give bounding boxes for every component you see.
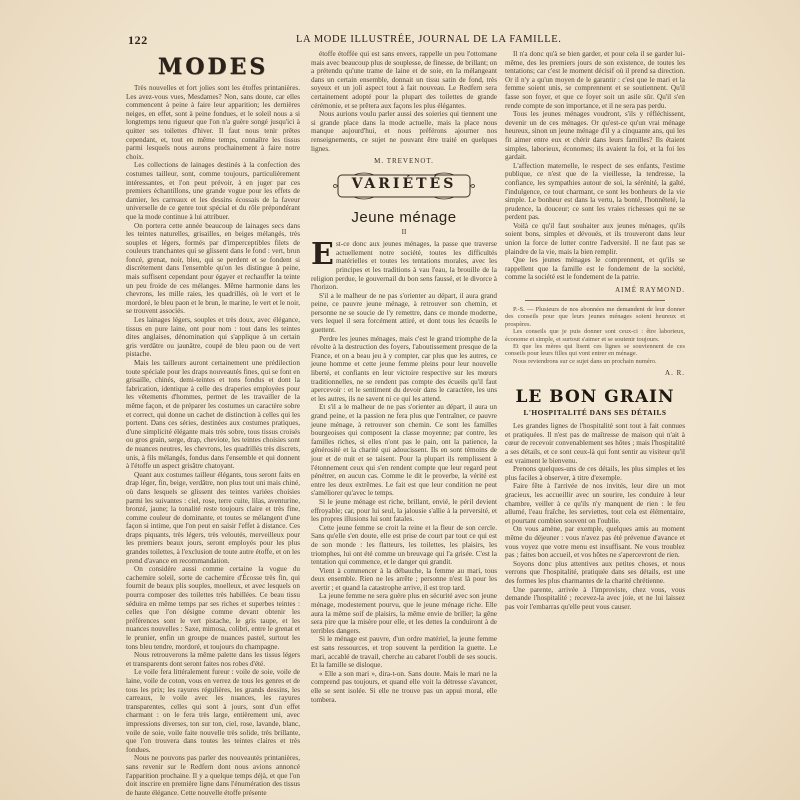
paragraph: Tous les jeunes ménages voudront, s'ils y réfléchissent, devenir un de ces ménages. Or qu'est-ce qu'un vrai ménage heureux, sinon un jeune ménage d'il y a cinquante ans, qui les fit aimer entre eux et chérir dans leurs familles? Ils étaient simples, laborieux, économes; ils avaient la foi, et la foi les gardait.: [505, 110, 685, 162]
paragraph: Très nouvelles et fort jolies sont les étoffes printanières. Les avez-vous vues, Mesdames? Non, sans doute, car elles commencent à peine à faire leur apparition; les dernières neiges, en effet, sont à peine fondues, et le soleil nous a si longtemps tenu rigueur que l'on n'a guère songé jusqu'ici à quitter ses toilettes d'hiver. Il faut nous tenir prêtes cependant, et, tout en même temps, connaître les tissus parmi lesquels nous aurons prochainement à faire notre choix.: [126, 84, 300, 161]
paragraph: Une parente, arrivée à l'improviste, chez vous, vous demande l'hospitalité ; recevez-la avec joie, et ne lui laissez pas voir l'embarras qu'elle peut vous causer.: [505, 585, 685, 611]
bon-grain-heading: LE BON GRAIN: [515, 387, 675, 408]
paragraph: On considère aussi comme certaine la vogue du cachemire soleil, sorte de cachemire d'Écosse très fin, qui fournit de beaux plis souples, moelleux, et avec lesquels on pourra composer des toilettes très habillées. Ce beau tissu séduira en même temps par ses riches et superbes teintes : celles que l'on désigne comme devant obtenir les préférences sont le vert pistache, le gris taupe, et les nuances nouvelles : Saxe, mimosa, colibri, entre le grenat et le prunier, enfin un groupe de nuances pastel, surtout les tons bleu tendre, mordoré, et toujours du champagne.: [126, 565, 300, 651]
paragraph: S'il a le malheur de ne pas s'orienter au départ, il aura grand peine, ce pauvre jeune ménage, à retrouver son chemin, et personne ne se soucie de l'y remettre, dans ce monde moderne, vers lequel il sera forcément attiré, et dont tous les écueils le guettent.: [311, 291, 497, 335]
paragraph: Les grandes lignes de l'hospitalité sont tout à fait connues et pratiquées. Il n'est pas de maîtresse de maison qui n'ait à cœur de recevoir convenablement ses hôtes ; mais l'hospitalité a ses détails, et ce sont ceux-là qui font sentir au visiteur qu'il est vraiment le bienvenu.: [505, 422, 685, 465]
paragraph: Quant aux costumes tailleur élégants, tous seront faits en drap léger, fin, beige, verdâtre, non plus tout uni mais chiné, où dans lesquels se glissent des teintes variées choisies parmi les suivantes : ciel, rose, terre cuite, lilas, aventurine, bronzé, jaune; la tonalité reste toujours claire et très fine, comme couleur de dominante, et toutes se mélangent d'une façon si intime, que l'on peut en saisir l'effet à distance. Ces draps piquants, très légers, très veloutés, merveilleux pour les premiers beaux jours, seront employés pour les plus grandes toilettes, à l'exclusion de toute autre étoffe, et on les prend d'avance en recommandation.: [126, 470, 300, 565]
signature-trevenot: M. TREVENOT.: [374, 157, 434, 166]
paragraph: Les lainages légers, souples et très doux, avec élégance, tissus en pure laine, ont pour nom : tout dans les teintes dites anglaises, dénomination qui s'applique à un certain gris verdâtre ou jaunâtre, coupé de bleu paon ou de vert pistache.: [126, 316, 300, 359]
paragraph: étoffe étoffée qui est sans envers, rappelle un peu l'ottomane mais avec beaucoup plus de souplesse, de finesse, de brillant; on a prétendu qu'une trame de laine et de soie, en la mélangeant dans un certain ensemble, donnait un tissu satin de fond, très soyeux et un joli aspect tout à fait nouveau. Le Redfern sera certainement adopté pour la plupart des toilettes de grande cérémonie, et se prêtera aux façons les plus élégantes.: [311, 50, 497, 110]
paragraph: On vous amène, par exemple, quelques amis au moment même du déjeuner : vous n'avez pas été prévenue d'avance et vous voyez que votre menu est insuffisant. Ne vous troublez pas ; faites bon accueil, et vos hôtes ne s'apercevront de rien.: [505, 525, 685, 560]
page-header: [128, 33, 668, 47]
paragraph: Faire fête à l'arrivée de nos invités, leur dire un mot gracieux, les accueillir avec un sourire, les conduire à leur chambre, veiller à ce qu'ils n'y manquent de rien : le feu allumé, l'eau fraîche, les serviettes, tout cela est élémentaire, et pourtant combien souvent on l'oublie.: [505, 482, 685, 525]
paragraph: Les collections de lainages destinés à la confection des costumes tailleur, sont, comme toujours, particulièrement intéressantes, et l'on peut prévoir, à en juger par ces premiers échantillons, une grande vogue pour les effets de damier, les carreaux et les dessins écossais de la faveur universelle de ce genre tout spécial et du rôle prépondérant que la mode continue à lui attribuer.: [126, 161, 300, 221]
modes-heading: MODES: [157, 54, 269, 80]
varietes-heading: VARIÉTÉS: [351, 176, 457, 193]
note: Les conseils que je puis donner sont ceux-ci : être laborieux, économe et simple, et surtout s'aimer et se soutenir toujours.: [505, 328, 685, 343]
paragraph: « Elle a son mari », dira-t-on. Sans doute. Mais le mari ne la comprend pas toujours, et quand elle voit la détresse s'avancer, elle se sent isolée. Si elle ne trouve pas un appui moral, elle tombera.: [311, 669, 497, 704]
paragraph: Le voile fera littéralement fureur : voile de soie, voile de laine, voile de coton, vous en verrez de tous les genres et de tous les prix; les rayures régulières, les grands dessins, les carreaux, le voile avec les nuances, les rayures transparentes, celles qui sont à jours, sont d'un effet charmant : on le fera très large, entièrement uni, avec impressions diverses, ton sur ton, ciel, rose, lavande, blanc, voile de soie, voile faite nouvelle très solide, très brillante, que l'on trouvera dans toutes les teintes claires et très fondues.: [126, 668, 300, 754]
bon-grain-subtitle: L'HOSPITALITÉ DANS SES DÉTAILS: [523, 408, 667, 418]
dropcap-letter: E: [311, 237, 334, 273]
paragraph: Mais les tailleurs auront certainement une prédilection toute spéciale pour les draps nouveautés fines, qui se font en grisaille, chinés, demi-teintes et tons fondus et dont la fabrication, identique à celle des draperies employées pour les vêtements d'hommes, permet de les travailler de la même façon, et de préparer les costumes un caractère sobre et correct, qui donne un cachet de distinction à celles qui les portent. Dans ces séries, destinées aux costumes pratiques, d'une simplicité élégante mais très sobre, tous tissus croisés ou gros grain, serge, drap, cheviote, les teintes choisies sont de nuances neutres, les chevrons, les quadrillés très discrets, unis, à fils mélangés, fondus dans l'ensemble et qui donnent à l'étoffe un aspect grisâtre chatoyant.: [126, 359, 300, 471]
chapter-number: II: [401, 228, 407, 237]
paragraph: st-ce donc aux jeunes ménages, la passe que traverse actuellement notre société, toutes les difficultés matérielles et toutes les tentations morales, avec les principes et les traditions à vau l'eau, la brouille de la religion perdue, le gouvernail du bon sens faussé, et le divorce à l'horizon.: [311, 240, 497, 292]
paragraph: L'affection maternelle, le respect de ses enfants, l'estime publique, ce n'est que de la vieillesse, la tendresse, la confiance, les sympathies autour de soi, la sérénité, la gaîté, l'indulgence, ce tout charmant, ce sont les bonheurs de la vie simple. Le bonheur est dans la vertu, la bonté, l'honnêteté, la prudence, la douceur; ce sont les vraies richesses qui ne se perdent pas.: [505, 161, 685, 222]
column-varietes: [311, 50, 497, 780]
paragraph: Si le ménage est pauvre, d'un ordre matériel, la jeune femme est sans ressources, et trop souvent la perdition la guette. Le mari, accablé de travail, cherche au cabaret l'oubli de ses soucis. Et la famille se disloque.: [311, 635, 497, 670]
paragraph: On portera cette année beaucoup de lainages secs dans les teintes naturelles, grisailles, en beiges mélangés, très souples et légers, formés par d'imperceptibles filets de couleurs tranchantes qui se glissent dans le fond : vert, brun foncé, grenat, noir, bleu, qui se perdent et se fondent si discrètement dans l'ensemble qu'on les distingue à peine, mais suffisent cependant pour égayer et rechauffer la teinte un peu froide de ces mélanges. Même harmonie dans les chevrons, les mille raies, les quadrillés, où le vert et le mordoré, le bleu paon et le brun, le marine, le vert et le noir, se trouvent associés.: [126, 221, 300, 316]
divider: [525, 300, 665, 301]
column-modes: [126, 50, 300, 797]
paragraph: Soyons donc plus attentives aux petites choses, et nous verrons que l'hospitalité, pratiquée dans ses détails, est une des formes les plus charmantes de la charité chrétienne.: [505, 559, 685, 585]
paragraph: Que les jeunes ménages le comprennent, et qu'ils se rappellent que la famille est le fondement de la société, comme la société est le fondement de la patrie.: [505, 256, 685, 282]
paragraph: Prenons quelques-uns de ces détails, les plus simples et les plus faciles à observer, à titre d'exemple.: [505, 465, 685, 482]
paragraph: Et s'il a le malheur de ne pas s'orienter au départ, il aura un grand peine, et la passion ne fera plus que l'entraîner, ce pauvre jeune ménage, à retrouver son chemin. Ce sont les familles bourgeoises qui composent la classe moyenne; par contre, les familles riches, si elles n'ont pas le pain, ont la patience, la générosité et la charité qui adoucissent. Ils en sont témoins de jour et de nuit et se taisent. Pour la plupart ils remplissent à l'étonnement ceux qui s'en rendent compte que leur regard peut pénétrer, en aucun cas. Comme le dit le proverbe, la vérité est entre les deux extrêmes. Le fait est que leur condition ne peut s'améliorer qu'avec le temps.: [311, 403, 497, 498]
page-number: 122: [128, 33, 148, 47]
note: P.-S. — Plusieurs de nos abonnées me demandent de leur donner des conseils pour que leurs jeunes ménages soient heureux et prospères.: [505, 306, 685, 328]
note-signature: A. R.: [665, 369, 685, 378]
paragraph: Nous aurions voulu parler aussi des soieries qui tiennent une si grande place dans la mode actuelle, mais la place nous manque aujourd'hui, et nous préférons ajourner nos renseignements, ce sujet ne pouvant être traité en quelques lignes.: [311, 110, 497, 153]
journal-title: LA MODE ILLUSTRÉE, JOURNAL DE LA FAMILLE.: [296, 34, 562, 45]
paragraph: Voilà ce qu'il faut souhaiter aux jeunes ménages, qu'ils soient bons, simples et dévoués, et ils trouveront dans leur union la force de lutter contre l'adversité. Il ne faut pas se plaindre de la vie, mais la bien remplir.: [505, 221, 685, 256]
note: Nous reviendrons sur ce sujet dans un prochain numéro.: [513, 357, 657, 365]
varietes-banner: [334, 171, 474, 201]
paragraph: Vient à commencer à la débauche, la femme au mari, tous deux ensemble. Rien ne les arrête ; personne n'est là pour les avertir ; et quand la catastrophe arrive, il est trop tard.: [311, 566, 497, 592]
paragraph: Perdre les jeunes ménages, mais c'est le grand triomphe de la révolte à la destruction des foyers, l'aboutissement presque de la France, et on a beau jeu à y compter, car plus que les autres, ce jeune homme et cette jeune femme pleins pour leur nouvelle liberté, et confiants en leur victoire respective sur les mœurs traditionnelles, ne se rendent pas compte des écueils qu'il faut apercevoir : et le sentiment du devoir dans le caractère, les uns et les autres, ils ne savent ni ce qui les attend.: [311, 334, 497, 403]
paragraph: Nous ne pouvons pas parler des nouveautés printanières, sans revenir sur le Redfern dont nous avions annoncé l'apparition prochaine. Il y a quelque temps déjà, et que l'on doit inscrire en première ligne dans l'énumération des tissus de haute élégance. Cette nouvelle étoffe présente: [126, 754, 300, 797]
paragraph: Nous retrouverons la même palette dans les tissus légers et transparents dont seront faites nos robes d'été.: [126, 651, 300, 668]
paragraph: Si le jeune ménage est riche, brillant, envié, le péril devient effroyable; car, pour lui seul, la jalousie s'allie à la perversité, et les propres illusions lui sont fatales.: [311, 497, 497, 524]
story-title: Jeune ménage: [351, 209, 457, 227]
column-bon-grain: [505, 50, 685, 780]
paragraph: La jeune femme ne sera guère plus en sécurité avec son jeune ménage, modestement pourvu, que le jeune ménage riche. Elle aura la même soif de plaisirs, la même envie de briller; la gêne sera pire que la misère pour elle, et les dettes la conduiront à de terribles dangers.: [311, 592, 497, 635]
note: Et que les mères qui lisent ces lignes se souviennent de ces conseils pour leurs filles qui vont entrer en ménage.: [505, 343, 685, 358]
paragraph: Il n'a donc qu'à se bien garder, et pour cela il se garder lui-même, des les premiers jours de son existence, de toutes les tentations; car c'est le moment décisif où il prend sa direction. Or il n'y a qu'un moyen de le garantir : c'est que le mari et la femme soient unis, se comprennent et se soutiennent. Qu'il fasse son foyer, et que ce foyer soit un asile sûr. Qu'il s'en rende compte de son importance, et il ne sera pas perdu.: [505, 50, 685, 110]
signature-raymond: AIMÉ RAYMOND.: [615, 286, 685, 295]
paragraph: Cette jeune femme se croit la reine et la fleur de son cercle. Sans qu'elle s'en doute, elle est prise de court par tout ce qui est de son monde : les flatteurs, les toilettes, les plaisirs, les triomphes, lui ont été comme un breuvage qui l'a grisée. C'est la tentation qui commence, et le danger qui grandit.: [311, 523, 497, 567]
